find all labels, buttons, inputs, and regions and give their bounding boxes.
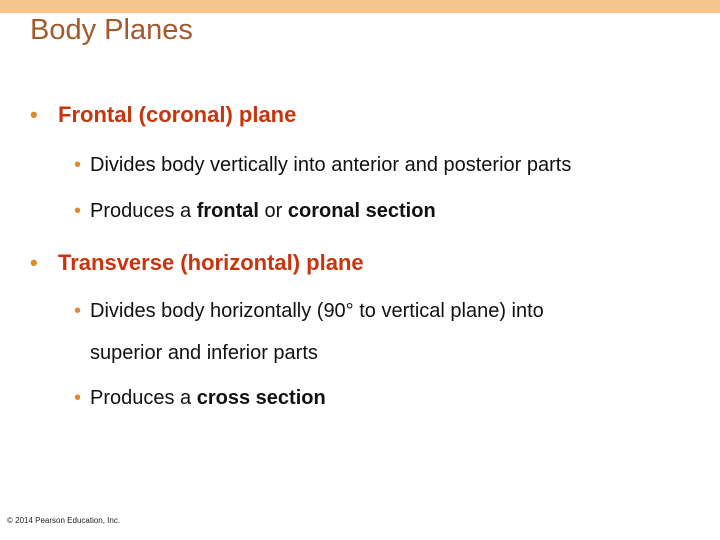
transverse-produces-prefix: Produces a [90,387,197,409]
frontal-divides-text: Divides body vertically into anterior and posterior parts [90,154,572,176]
copyright-footer: © 2014 Pearson Education, Inc. [7,516,121,525]
sub-bullet-transverse-produces [74,377,326,419]
transverse-divides-line1: Divides body horizontally (90° to vertical plane) into [90,300,544,322]
bullet-icon: • [74,154,82,176]
bullet-icon: • [30,102,38,127]
sub-bullet-frontal-produces [74,190,436,232]
transverse-divides-line2: superior and inferior parts [90,342,318,364]
frontal-produces-prefix: Produces a [90,200,197,222]
frontal-produces-or: or [258,200,288,222]
cross-section-term: cross section [196,387,326,409]
bullet-icon: • [74,300,82,322]
bullet-transverse-plane [30,250,364,276]
sub-bullet-frontal-divides [74,144,571,186]
bullet-icon: • [74,200,82,222]
bullet-icon: • [30,250,38,275]
transverse-plane-heading: Transverse (horizontal) plane [58,250,364,275]
bullet-frontal-plane [30,102,296,128]
sub-bullet-transverse-divides [74,290,544,374]
slide-title: Body Planes [30,14,193,46]
bullet-icon: • [74,387,82,409]
frontal-plane-heading: Frontal (coronal) plane [58,102,297,127]
frontal-term: frontal [196,200,259,222]
coronal-section-term: coronal section [287,200,436,222]
top-accent-bar [0,0,720,13]
